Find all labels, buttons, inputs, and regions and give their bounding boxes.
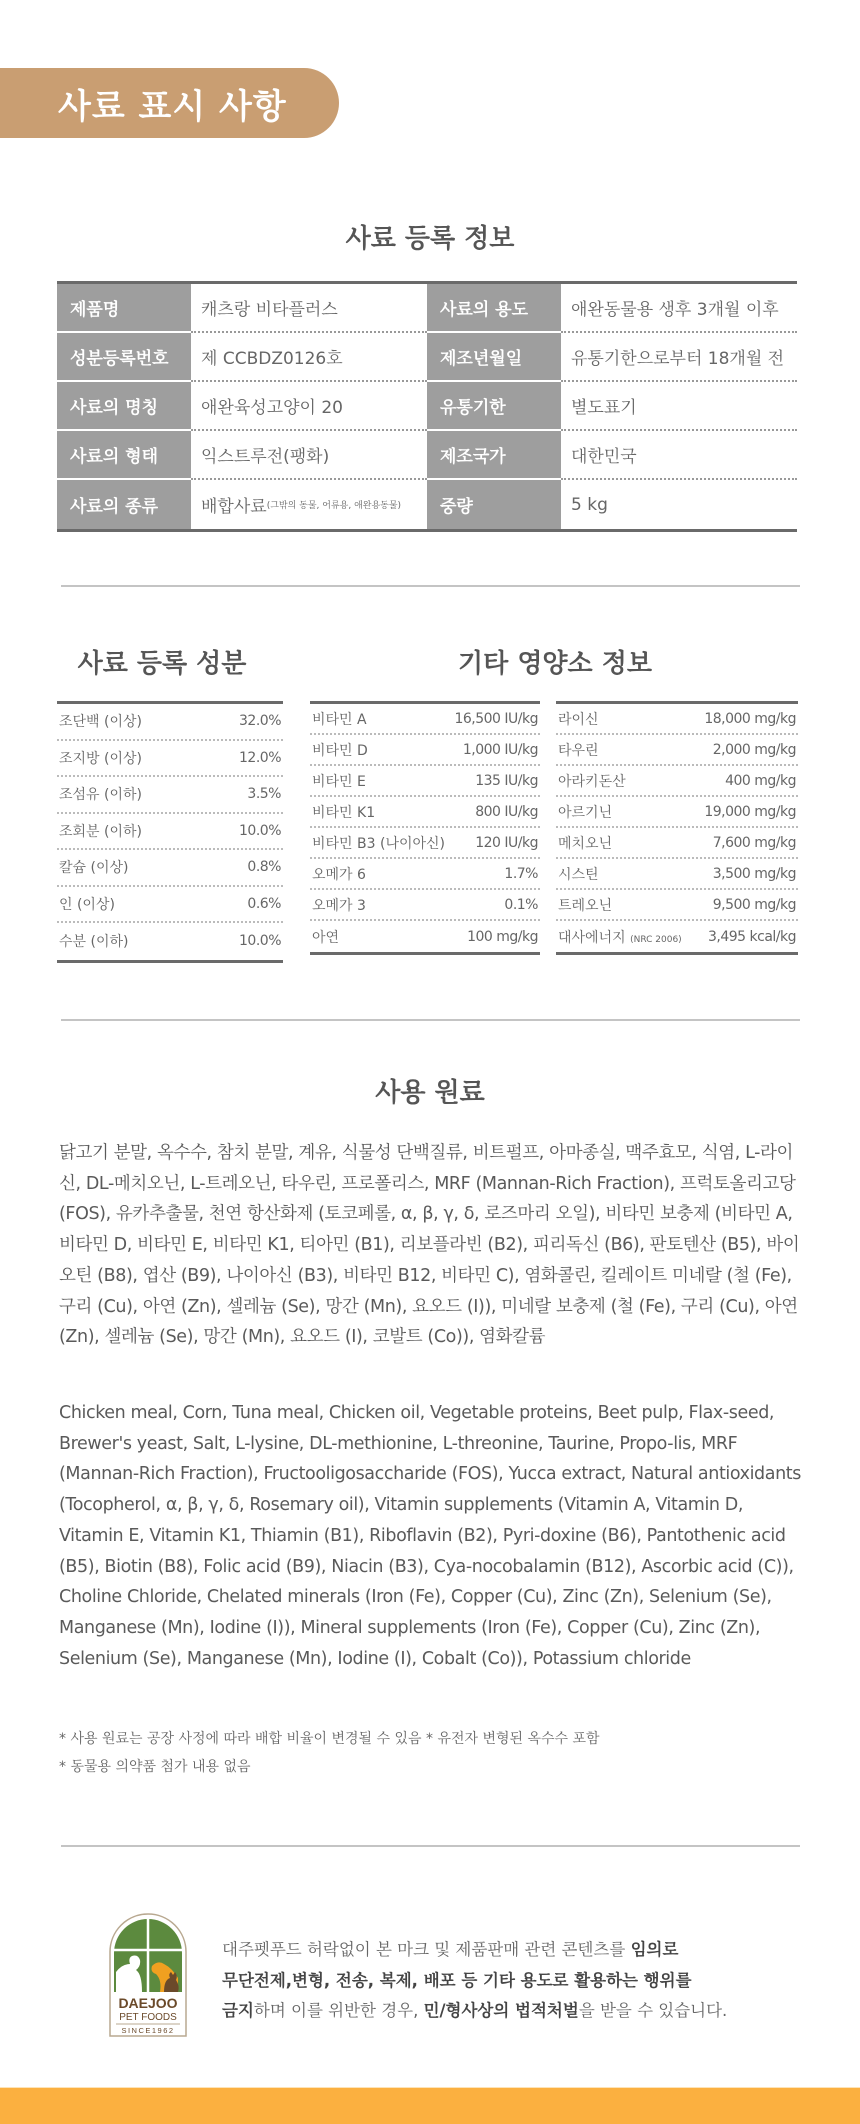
- table-row: [310, 766, 540, 797]
- row-label: 오메가 6: [312, 866, 366, 883]
- composition-title: 사료 등록 성분: [77, 649, 247, 679]
- note-line: * 동물용 의약품 첨가 내용 없음: [59, 1759, 251, 1775]
- table-row: [556, 735, 798, 766]
- nutrients-title: 기타 영양소 정보: [458, 649, 652, 679]
- table-row: [310, 890, 540, 921]
- value-cell: 애완육성고양이 20: [191, 382, 427, 431]
- ingredient-notes: [59, 1725, 600, 1781]
- row-value: 7,600 mg/kg: [712, 834, 796, 851]
- section-divider: [61, 1845, 800, 1847]
- energy-label: 대사에너지: [558, 929, 626, 946]
- ingredients-title: 사용 원료: [375, 1078, 485, 1108]
- table-row: [57, 741, 283, 778]
- table-row: [310, 797, 540, 828]
- copyright-notice: [222, 1935, 727, 2027]
- value-cell: 대한민국: [561, 431, 797, 480]
- row-value: 0.6%: [247, 895, 281, 912]
- svg-text:SINCE1962: SINCE1962: [121, 2026, 175, 2035]
- table-row: [556, 890, 798, 921]
- row-value: 1.7%: [504, 865, 538, 882]
- table-row: [57, 480, 797, 529]
- row-value: 135 IU/kg: [475, 772, 538, 789]
- row-value: 0.1%: [504, 896, 538, 913]
- row-value: 800 IU/kg: [475, 803, 538, 820]
- registration-title: 사료 등록 정보: [345, 224, 515, 254]
- row-label: 조섬유 (이하): [59, 787, 142, 804]
- table-row: [310, 859, 540, 890]
- table-row: [57, 814, 283, 851]
- label-cell: 사료의 용도: [427, 284, 561, 333]
- table-row: [556, 704, 798, 735]
- section-divider: [61, 585, 800, 587]
- row-label: 조회분 (이하): [59, 823, 142, 840]
- row-value: 19,000 mg/kg: [704, 803, 796, 820]
- ingredients-korean: 닭고기 분말, 옥수수, 참치 분말, 계유, 식물성 단백질류, 비트펄프, 아마종실, 맥주효모, 식염, L-라이신, DL-메치오닌, L-트레오닌, 타우린, 프로폴리스, MRF (Mannan-Rich Fraction), 프럭토올리고당 (FOS), 유카추출물, 천연 항산화제 (토코페롤, α, β, γ, δ, 로즈마리 오일), 비타민 보충제 (비타민 A, 비타민 D, 비타민 E, 비타민 K1, 티아민 (B1), 리보플라빈 (B2), 피리독신 (B6), 판토텐산 (B5), 바이오틴 (B8), 엽산 (B9), 나이아신 (B3), 비타민 B12, 비타민 C), 염화콜린, 킬레이트 미네랄 (철 (Fe), 구리 (Cu), 아연 (Zn), 셀레늄 (Se), 망간 (Mn), 요오드 (I)), 미네랄 보충제 (철 (Fe), 구리 (Cu), 아연 (Zn), 셀레늄 (Se), 망간 (Mn), 요오드 (I), 코발트 (Co)), 염화칼륨: [59, 1143, 800, 1348]
- row-label: 오메가 3: [312, 897, 366, 914]
- note-line: * 사용 원료는 공장 사정에 따라 배합 비율이 변경될 수 있음 * 유전자 변형된 옥수수 포함: [59, 1731, 600, 1747]
- row-label: 아르기닌: [558, 804, 613, 821]
- table-row: [57, 850, 283, 887]
- row-label: 조단백 (이상): [59, 714, 142, 731]
- window-pet-icon: [108, 1912, 188, 2038]
- section-banner: [0, 68, 339, 138]
- row-label: 라이신: [558, 711, 599, 728]
- row-value: 9,500 mg/kg: [712, 896, 796, 913]
- label-cell: 중량: [427, 480, 561, 529]
- row-value: 1,000 IU/kg: [462, 741, 538, 758]
- energy-label-note: (NRC 2006): [630, 934, 682, 945]
- table-row: [310, 921, 540, 952]
- row-label: 비타민 A: [312, 711, 367, 728]
- table-row: [310, 704, 540, 735]
- row-value: 18,000 mg/kg: [704, 710, 796, 727]
- table-row: [556, 859, 798, 890]
- row-value: 32.0%: [239, 713, 281, 730]
- table-row: [556, 828, 798, 859]
- table-row: [57, 887, 283, 924]
- table-row: [556, 921, 798, 952]
- row-label: 조지방 (이상): [59, 750, 142, 767]
- row-value: 2,000 mg/kg: [712, 741, 796, 758]
- row-label: 비타민 B3 (나이아신): [312, 835, 446, 852]
- row-label: 시스틴: [558, 866, 599, 883]
- value-cell: 5 kg: [571, 494, 608, 515]
- table-row: [57, 704, 283, 741]
- table-row: [57, 923, 283, 960]
- banner-title: 사료 표시 사항: [58, 86, 287, 127]
- value-cell: 별도표기: [561, 382, 797, 431]
- row-value: 16,500 IU/kg: [454, 710, 538, 727]
- table-row: [57, 333, 797, 382]
- bottom-color-bar: [0, 2087, 860, 2124]
- row-label: 아라키돈산: [558, 773, 626, 790]
- table-row: [57, 284, 797, 333]
- table-row: [57, 777, 283, 814]
- ingredients-english: Chicken meal, Corn, Tuna meal, Chicken oil, Vegetable proteins, Beet pulp, Flax-seed, Brewer's yeast, Salt, L-lysine, DL-methionine, L-threonine, Taurine, Propo-lis, MRF (Mannan-Rich Fraction), Fructooligosaccharide (FOS), Yucca extract, Natural antioxidants (Tocopherol, α, β, γ, δ, Rosemary oil), Vitamin supplements (Vitamin A, Vitamin D, Vitamin E, Vitamin K1, Thiamin (B1), Riboflavin (B2), Pyri-doxine (B6), Pantothenic acid (B5), Biotin (B8), Folic acid (B9), Niacin (B3), Cya-nocobalamin (B12), Ascorbic acid (C)), Choline Chloride, Chelated minerals (Iron (Fe), Copper (Cu), Zinc (Zn), Selenium (Se), Manganese (Mn), Iodine (I)), Mineral supplements (Iron (Fe), Copper (Cu), Zinc (Zn), Selenium (Se), Manganese (Mn), Iodine (I), Cobalt (Co)), Potassium chloride: [59, 1403, 801, 1669]
- table-row: [310, 735, 540, 766]
- row-label: 비타민 K1: [312, 804, 376, 821]
- row-value: 400 mg/kg: [725, 772, 796, 789]
- table-row: [556, 766, 798, 797]
- row-label: 인 (이상): [59, 896, 115, 913]
- value-cell: 애완동물용 생후 3개월 이후: [561, 284, 797, 333]
- table-row: [57, 431, 797, 480]
- svg-text:DAEJOO: DAEJOO: [118, 1995, 178, 2011]
- row-value: 3,495 kcal/kg: [707, 928, 796, 945]
- label-cell: 성분등록번호: [57, 333, 191, 382]
- registration-table: [57, 281, 797, 532]
- row-label: 비타민 E: [312, 773, 366, 790]
- row-label: 비타민 D: [312, 742, 368, 759]
- svg-text:PET FOODS: PET FOODS: [119, 2012, 177, 2023]
- row-value: 100 mg/kg: [467, 928, 538, 945]
- label-cell: 사료의 종류: [57, 480, 191, 529]
- value-cell: 제 CCBDZ0126호: [191, 333, 427, 382]
- label-cell: 유통기한: [427, 382, 561, 431]
- label-cell: 사료의 명칭: [57, 382, 191, 431]
- row-label: 칼슘 (이상): [59, 860, 129, 877]
- section-divider: [61, 1019, 800, 1021]
- daejoo-logo: [108, 1912, 188, 2038]
- nutrients-table-left: [310, 701, 540, 955]
- row-label: 수분 (이하): [59, 934, 129, 951]
- feed-type-value: 배합사료: [201, 497, 267, 517]
- value-cell: 익스트루전(팽화): [191, 431, 427, 480]
- row-value: 10.0%: [239, 933, 281, 950]
- row-value: 10.0%: [239, 822, 281, 839]
- notice-line-2: 무단전제,변형, 전송, 복제, 배포 등 기타 용도로 활용하는 행위를: [222, 1970, 692, 1990]
- table-row: [310, 828, 540, 859]
- table-row: [57, 382, 797, 431]
- row-label: 트레오닌: [558, 897, 613, 914]
- row-label: 아연: [312, 929, 340, 946]
- feed-type-note: (그밖의 동물, 어류용, 애완용동물): [266, 501, 402, 511]
- composition-table: [57, 701, 283, 963]
- label-cell: 사료의 형태: [57, 431, 191, 480]
- value-cell: [191, 480, 427, 529]
- row-value: 3.5%: [247, 786, 281, 803]
- row-value: 3,500 mg/kg: [712, 865, 796, 882]
- row-label: 메치오닌: [558, 835, 613, 852]
- label-cell: 제조국가: [427, 431, 561, 480]
- row-value: 0.8%: [247, 859, 281, 876]
- notice-line-1: 대주펫푸드 허락없이 본 마크 및 제품판매 관련 콘텐츠를 임의로: [222, 1940, 679, 1959]
- label-cell: 제품명: [57, 284, 191, 333]
- row-label: 타우린: [558, 742, 599, 759]
- row-value: 120 IU/kg: [475, 834, 538, 851]
- label-cell: 제조년월일: [427, 333, 561, 382]
- row-label: [558, 927, 682, 947]
- notice-line-3: 금지하며 이를 위반한 경우, 민/형사상의 법적처벌을 받을 수 있습니다.: [222, 2001, 728, 2020]
- table-row: [556, 797, 798, 828]
- value-cell: 캐츠랑 비타플러스: [191, 284, 427, 333]
- nutrients-table-right: [556, 701, 798, 955]
- row-value: 12.0%: [239, 749, 281, 766]
- value-cell: 유통기한으로부터 18개월 전: [561, 333, 797, 382]
